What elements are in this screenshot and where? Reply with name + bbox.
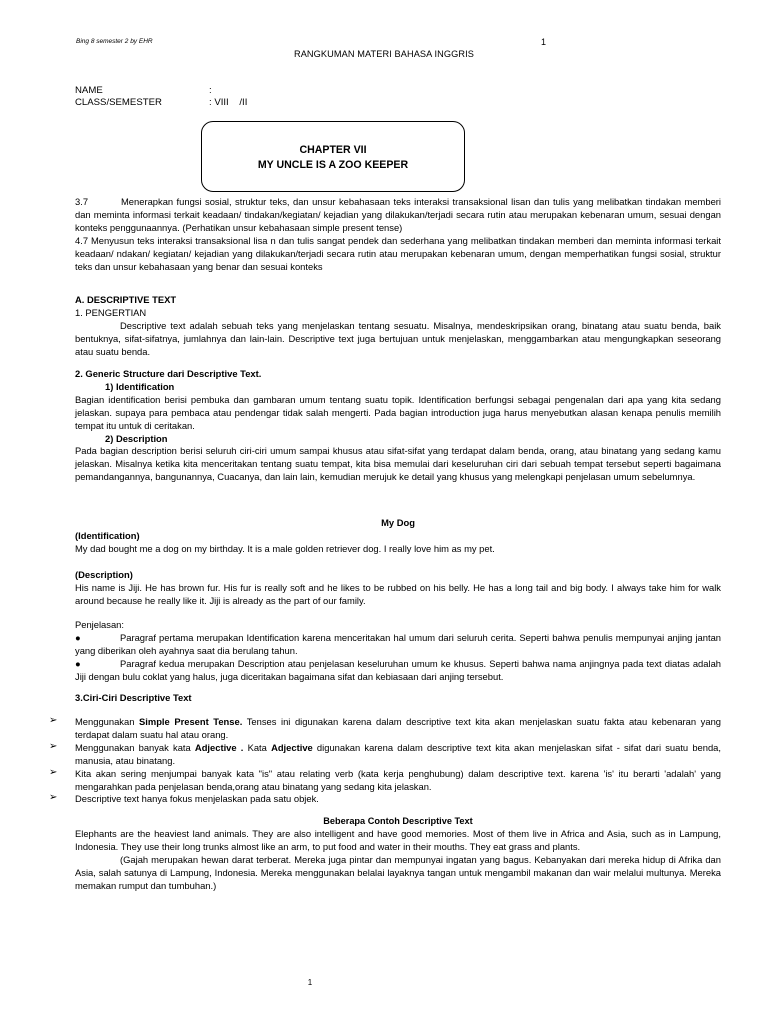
explanation-bullet-text: Paragraf kedua merupakan Description atau penjelasan keseluruhan umum ke khusus. Seperti bahwa nama anjingnya pada text diatas adalah Jiji dengan bulu coklat yang halus, juga diceritakan bagaimana sifat dan kebiasaan dari anjing tersebut.: [75, 658, 721, 683]
section-generic-structure: [75, 368, 721, 484]
description-paragraph: Pada bagian description berisi seluruh ciri-ciri umum sampai khusus atau sifat-sifat yang terdapat dalam benda, orang, atau binatang yang sedang kamu jelaskan. Misalnya ketika kita menceritakan tentang suatu tempat, kita bisa memulai dari keseluruhan ciri dari sebuah tempat tersebut seperti bagaimana pemandangannya, bangunannya, Cuacanya, dan lain lain, kemudian merujuk ke detail yang khusus yang melengkapi penjelasan umum sebelumnya.: [75, 445, 721, 483]
identification-label: 1) Identification: [105, 380, 175, 392]
header-page-number: 1: [541, 37, 547, 47]
bullet-dot-icon: ●: [75, 658, 81, 670]
dog-identification-label: (Identification): [75, 529, 140, 541]
explanation-label: Penjelasan:: [75, 619, 124, 631]
my-dog-title: My Dog: [381, 517, 415, 528]
kd-3-7-text: Menerapkan fungsi sosial, struktur teks, dan unsur kebahasaan teks interaksi transaksional lisan dan tulis yang melibatkan tindakan memberi dan meminta informasi terkait keadaan/ tindakan/kegiatan/ kejadian yang dilakukan/terjadi secara rutin atau merupakan kebenaran umum, sesuai dengan konteks penggunaannya. (Perhatikan unsur kebahasaan simple present tense): [75, 196, 721, 233]
pengertian-heading: 1. PENGERTIAN: [75, 306, 147, 318]
identification-paragraph: Bagian identification berisi pembuka dan gambaran umum tentang suatu topik. Identification berfungsi sebagai pengenalan dari apa yang kita sedang jelaskan. supaya para pembaca atau pendengar tidak salah mengerti. Pada bagian introduction juga harus menyebutkan alasan kenapa penulis memilih tempat itu untuk di ceritakan.: [75, 393, 721, 431]
arrow-bullet-icon: ➢: [49, 766, 58, 778]
feature-text: Kata: [243, 741, 272, 753]
elephant-indonesian-text: (Gajah merupakan hewan darat terberat. Mereka juga pintar dan mempunyai ingatan yang bagus. Kebanyakan dari mereka hidup di Afrika dan Asia, salah satunya di Lampung, Indonesia. Mereka menggunakan belalai layaknya tangan untuk mengambil makanan dan wair melalui multunya. Mereka memakan rumput dan tumbuhan.): [75, 853, 721, 891]
bullet-dot-icon: ●: [75, 632, 81, 644]
feature-text: Kita akan sering menjumpai banyak kata "is" atau relating verb (kata kerja penghubung) dalam descriptive text. karena 'is' itu berarti 'adalah' yang mengarahkan pada penjelasan benda,orang atau binatang yang sedang kita jelaskan.: [75, 767, 721, 792]
arrow-bullet-icon: ➢: [49, 792, 58, 804]
feature-keyword: Simple Present Tense.: [139, 716, 243, 727]
feature-item: [49, 715, 721, 742]
feature-text: Menggunakan: [75, 716, 140, 727]
kd-3-7-number: 3.7: [75, 196, 89, 207]
chapter-box: [201, 121, 465, 192]
feature-keyword: Adjective .: [194, 741, 244, 753]
footer-page-number: 1: [307, 978, 313, 987]
elephant-english-text: Elephants are the heaviest land animals. They are also intelligent and have good memories. Most of them live in Africa and Asia, such as in Lampung, Indonesia. They use their long trunks almost like an arm, to put food and water in their mouths. They eat grass and plants.: [75, 827, 721, 852]
arrow-bullet-icon: ➢: [49, 740, 58, 752]
dog-identification-text: My dad bought me a dog on my birthday. It is a male golden retriever dog. I really love him as my pet.: [75, 542, 495, 554]
class-value: : VIII /II: [209, 97, 248, 108]
section-features: [75, 692, 721, 705]
description-label: 2) Description: [105, 432, 168, 444]
name-label: NAME: [75, 85, 103, 96]
feature-item: [49, 740, 721, 768]
example-my-dog: [75, 517, 721, 684]
explanation-bullet: [75, 658, 721, 684]
document-title: RANGKUMAN MATERI BAHASA INGGRIS: [293, 49, 475, 59]
kd-4-7-text: 4.7 Menyusun teks interaksi transaksional lisa n dan tulis sangat pendek dan sederhana yang melibatkan tindakan memberi dan meminta informasi terkait keadaan/ ndakan/ kegiatan/ kejadian yang dilakukan/terjadi secara rutin atau merupakan kebenaran umum, dengan memperhatikan fungsi sosial, struktur teks dan unsur kebahasaan yang benar dan sesuai konteks: [75, 234, 721, 272]
class-label: CLASS/SEMESTER: [75, 97, 162, 108]
feature-text: digunakan karena dalam descriptive text kita akan menjelaskan sifat - sifat dari suatu benda, manusia, atau binatang.: [75, 741, 721, 766]
features-list: [49, 715, 721, 806]
feature-keyword: Adjective: [271, 741, 313, 753]
definition-paragraph: Descriptive text adalah sebuah teks yang menjelaskan tentang sesuatu. Misalnya, mendeskripsikan orang, binatang atau suatu benda, baik bentuknya, sifat-sifatnya, jumlahnya dan lain-lain. Descriptive text juga bertujuan untuk menjelaskan, menggambarkan atau mengungkapkan seseorang atau suatu benda.: [75, 319, 721, 357]
arrow-bullet-icon: ➢: [49, 715, 58, 726]
name-separator: :: [209, 85, 212, 96]
examples-title: Beberapa Contoh Descriptive Text: [323, 816, 473, 826]
structure-heading: 2. Generic Structure dari Descriptive Text.: [75, 368, 262, 379]
feature-text: Menggunakan banyak kata: [75, 741, 195, 753]
dog-description-label: (Description): [75, 568, 133, 580]
explanation-bullet-text: Paragraf pertama merupakan Identification karena menceritakan hal umum dari seluruh cerita. Seperti bahwa penulis mempunyai anjing jantan yang diberikan oleh ayahnya saat dia berulang tahun.: [75, 632, 721, 657]
features-heading: 3.Ciri-Ciri Descriptive Text: [75, 692, 192, 703]
competencies: [75, 196, 721, 273]
explanation-bullet: [75, 632, 721, 658]
example-elephant: [75, 815, 721, 892]
header-credit: Bing 8 semester 2 by EHR: [76, 38, 153, 45]
feature-text: Descriptive text hanya fokus menjelaskan pada satu objek.: [75, 793, 319, 805]
section-a-heading: A. DESCRIPTIVE TEXT: [75, 294, 177, 305]
feature-text: Tenses ini digunakan karena dalam descriptive text kita akan menjelaskan suatu fakta atau kebenaran yang terdapat dalam suatu hal atau orang.: [75, 716, 721, 740]
section-descriptive-text: [75, 294, 721, 359]
dog-description-text: His name is Jiji. He has brown fur. His fur is really soft and he likes to be rubbed on his belly. He has a long tail and big body. I always take him for walk around because he really like it. Jiji is already as the part of our family.: [75, 581, 721, 606]
feature-item: [49, 792, 721, 806]
chapter-title: MY UNCLE IS A ZOO KEEPER: [257, 159, 409, 171]
feature-item: [49, 766, 721, 794]
chapter-number: CHAPTER VII: [299, 144, 367, 156]
